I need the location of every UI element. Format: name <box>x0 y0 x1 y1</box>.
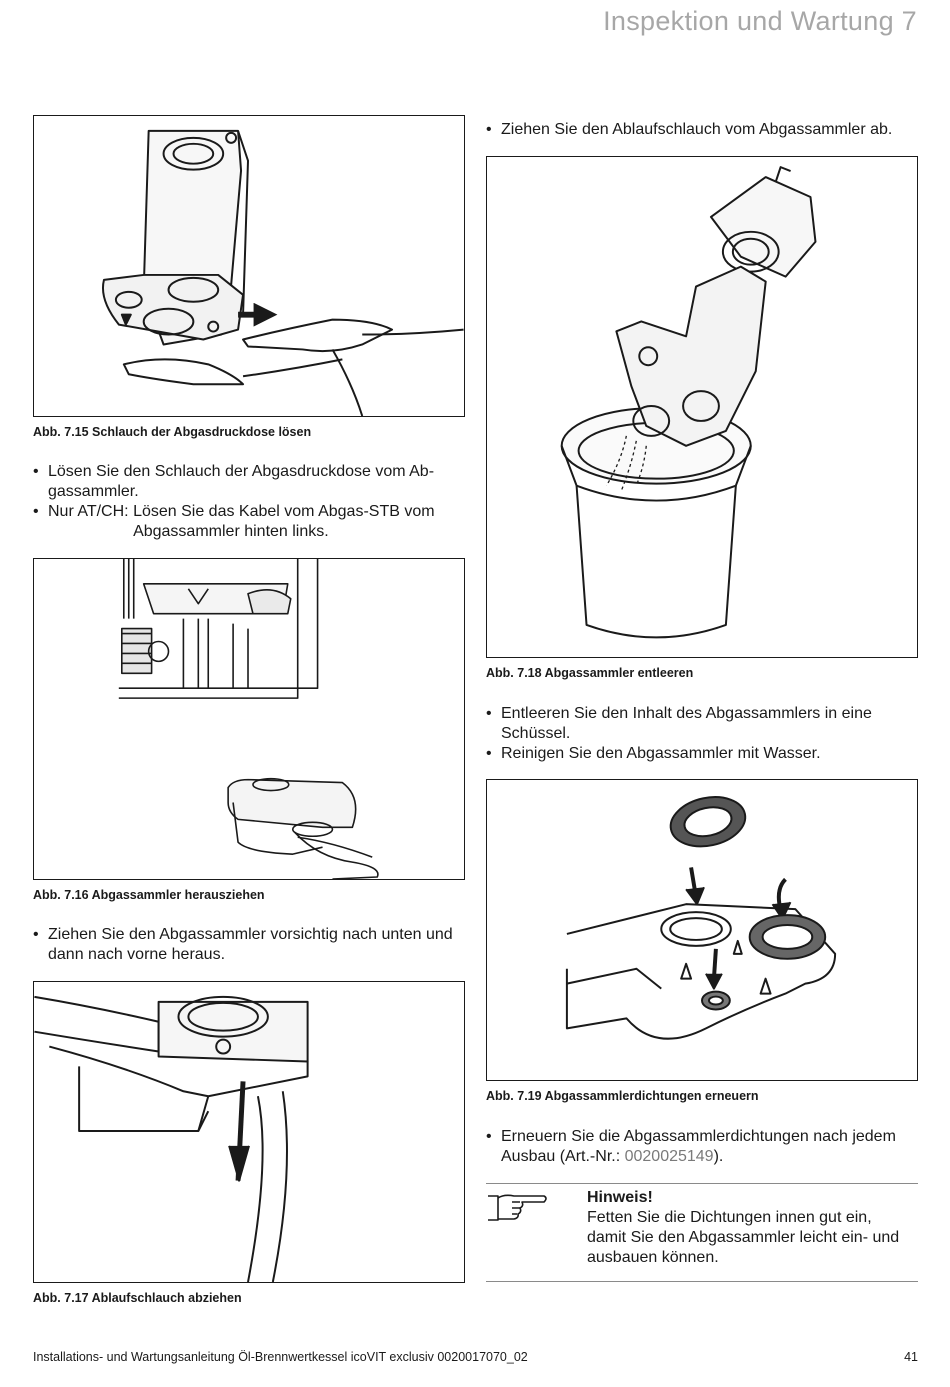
figure-7-16 <box>33 558 465 880</box>
article-number-link[interactable]: 0020025149 <box>624 1148 714 1165</box>
list-item: • Ziehen Sie den Ablaufschlauch vom Abgassammler ab. <box>486 121 893 138</box>
bullet-list-7-18 <box>486 704 918 764</box>
pointing-hand-icon <box>486 1190 550 1224</box>
caption-7-17: Abb. 7.17 Ablaufschlauch abziehen <box>33 1291 242 1305</box>
hint-title: Hinweis! <box>587 1189 653 1206</box>
caption-7-15: Abb. 7.15 Schlauch der Abgasdruckdose lösen <box>33 425 312 439</box>
list-item: • Ziehen Sie den Abgassammler vorsichtig nach unten und dann nach vorne heraus. <box>33 926 453 963</box>
hint-box <box>587 1188 905 1268</box>
hint-text: Fetten Sie die Dichtungen innen gut ein, damit Sie den Abgassammler leicht ein- und ausbauen können. <box>587 1209 900 1266</box>
footer-text: Installations- und Wartungsanleitung Öl-Brennwertkessel icoVIT exclusiv 0020017070_02 <box>33 1350 528 1364</box>
list-item: • Lösen Sie den Schlauch der Abgasdruckdose vom Ab-gassammler. <box>33 463 435 500</box>
caption-7-19: Abb. 7.19 Abgassammlerdichtungen erneuern <box>486 1089 759 1103</box>
page-header-title: Inspektion und Wartung 7 <box>603 6 917 36</box>
hint-bottom-rule <box>486 1281 918 1282</box>
bullet-list-7-16 <box>33 925 465 965</box>
list-item: • Erneuern Sie die Abgassammlerdichtungen nach jedem Ausbau (Art.-Nr.: 0020025149). <box>486 1128 896 1165</box>
list-item: • Entleeren Sie den Inhalt des Abgassammlers in eine Schüssel. <box>486 705 872 742</box>
caption-7-16: Abb. 7.16 Abgassammler herausziehen <box>33 888 265 902</box>
collector-removal-illustration <box>34 559 464 879</box>
figure-7-17 <box>33 981 465 1283</box>
bullet-list-top-right <box>486 120 918 140</box>
list-item-atch: • Nur AT/CH: Lösen Sie das Kabel vom Abgas-STB vom Abgassammler hinten links. <box>33 502 465 542</box>
list-item: • Reinigen Sie den Abgassammler mit Wasser. <box>486 745 821 762</box>
page-number: 41 <box>904 1350 918 1364</box>
atch-label: Nur AT/CH: <box>48 503 129 520</box>
seal-replacement-illustration <box>487 780 917 1080</box>
drain-hose-illustration <box>34 982 464 1282</box>
caption-7-18: Abb. 7.18 Abgassammler entleeren <box>486 666 694 680</box>
bullet-list-7-19 <box>486 1127 918 1167</box>
figure-7-18 <box>486 156 918 658</box>
emptying-collector-illustration <box>487 157 917 657</box>
bullet-list-7-15 <box>33 462 465 542</box>
collector-hose-illustration <box>34 116 464 416</box>
hint-top-rule <box>486 1183 918 1184</box>
atch-text: Lösen Sie das Kabel vom Abgas-STB vom Abgassammler hinten links. <box>133 503 435 540</box>
figure-7-19 <box>486 779 918 1081</box>
figure-7-15 <box>33 115 465 417</box>
